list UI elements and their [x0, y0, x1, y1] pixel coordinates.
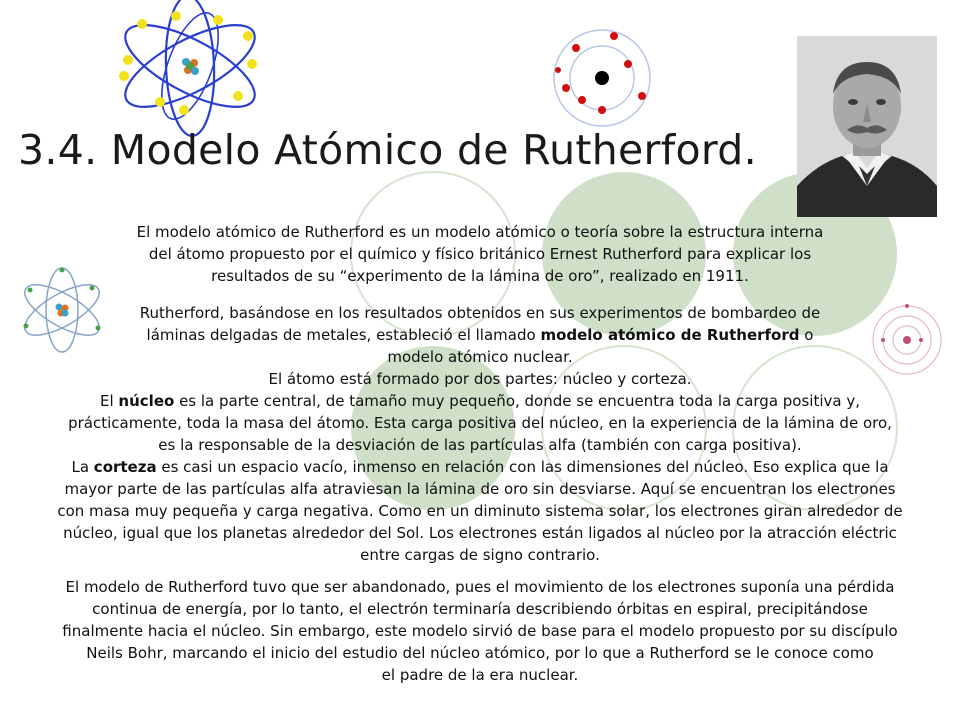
text-segment: es la parte central, de tamaño muy pequeño, donde se encuentra toda la carga positiva y, [174, 392, 860, 410]
bold-term-cortex: corteza [93, 458, 157, 476]
text-line: resultados de su “experimento de la lámina de oro”, realizado en 1911. [211, 267, 749, 285]
text-line: El modelo atómico de Rutherford es un modelo atómico o teoría sobre la estructura interna [136, 223, 824, 241]
text-line: finalmente hacia el núcleo. Sin embargo, este modelo sirvió de base para el modelo propuesto por su discípulo [62, 622, 898, 640]
atom-icon-red [554, 30, 650, 126]
text-line [0, 456, 960, 478]
text-line: prácticamente, toda la masa del átomo. Esta carga positiva del núcleo, en la experiencia de la lámina de oro, [68, 414, 892, 432]
text-line: el padre de la era nuclear. [381, 666, 579, 684]
text-line: es la responsable de la desviación de las partículas alfa (también con carga positiva). [158, 436, 802, 454]
paragraph-intro [0, 221, 960, 287]
paragraph-model-description [0, 302, 960, 566]
text-line [0, 390, 960, 412]
text-line: Neils Bohr, marcando el inicio del estudio del núcleo atómico, por lo que a Rutherford se le conoce como [86, 644, 874, 662]
text-segment: El [100, 392, 119, 410]
text-line: núcleo, igual que los planetas alrededor del Sol. Los electrones están ligados al núcleo por la atracción eléctric [63, 524, 897, 542]
slide-title: 3.4. Modelo Atómico de Rutherford. [18, 126, 757, 174]
text-line: con masa muy pequeña y carga negativa. Como en un diminuto sistema solar, los electrones giran alrededor de [57, 502, 903, 520]
paragraph-conclusion [0, 576, 960, 686]
portrait-image [797, 36, 937, 217]
text-segment: láminas delgadas de metales, estableció el llamado [146, 326, 541, 344]
bold-term-model: modelo atómico de Rutherford [540, 326, 800, 344]
bold-term-nucleus: núcleo [118, 392, 175, 410]
text-line: Rutherford, basándose en los resultados obtenidos en sus experimentos de bombardeo de [139, 304, 821, 322]
text-line: El átomo está formado por dos partes: núcleo y corteza. [268, 370, 692, 388]
text-line: del átomo propuesto por el químico y físico británico Ernest Rutherford para explicar los [148, 245, 812, 263]
text-line: modelo atómico nuclear. [387, 348, 573, 366]
text-segment: La [71, 458, 94, 476]
text-line: El modelo de Rutherford tuvo que ser abandonado, pues el movimiento de los electrones suponía una pérdida [65, 578, 895, 596]
text-line: mayor parte de las partículas alfa atraviesan la lámina de oro sin desviarse. Aquí se encuentran los electrones [64, 480, 896, 498]
text-line [0, 324, 960, 346]
text-segment: es casi un espacio vacío, inmenso en relación con las dimensiones del núcleo. Eso explica que la [156, 458, 889, 476]
atom-icon-large [114, 0, 266, 137]
text-line: continua de energía, por lo tanto, el electrón terminaría describiendo órbitas en espiral, precipitándose [92, 600, 868, 618]
text-line: entre cargas de signo contrario. [360, 546, 600, 564]
text-segment: o [799, 326, 814, 344]
